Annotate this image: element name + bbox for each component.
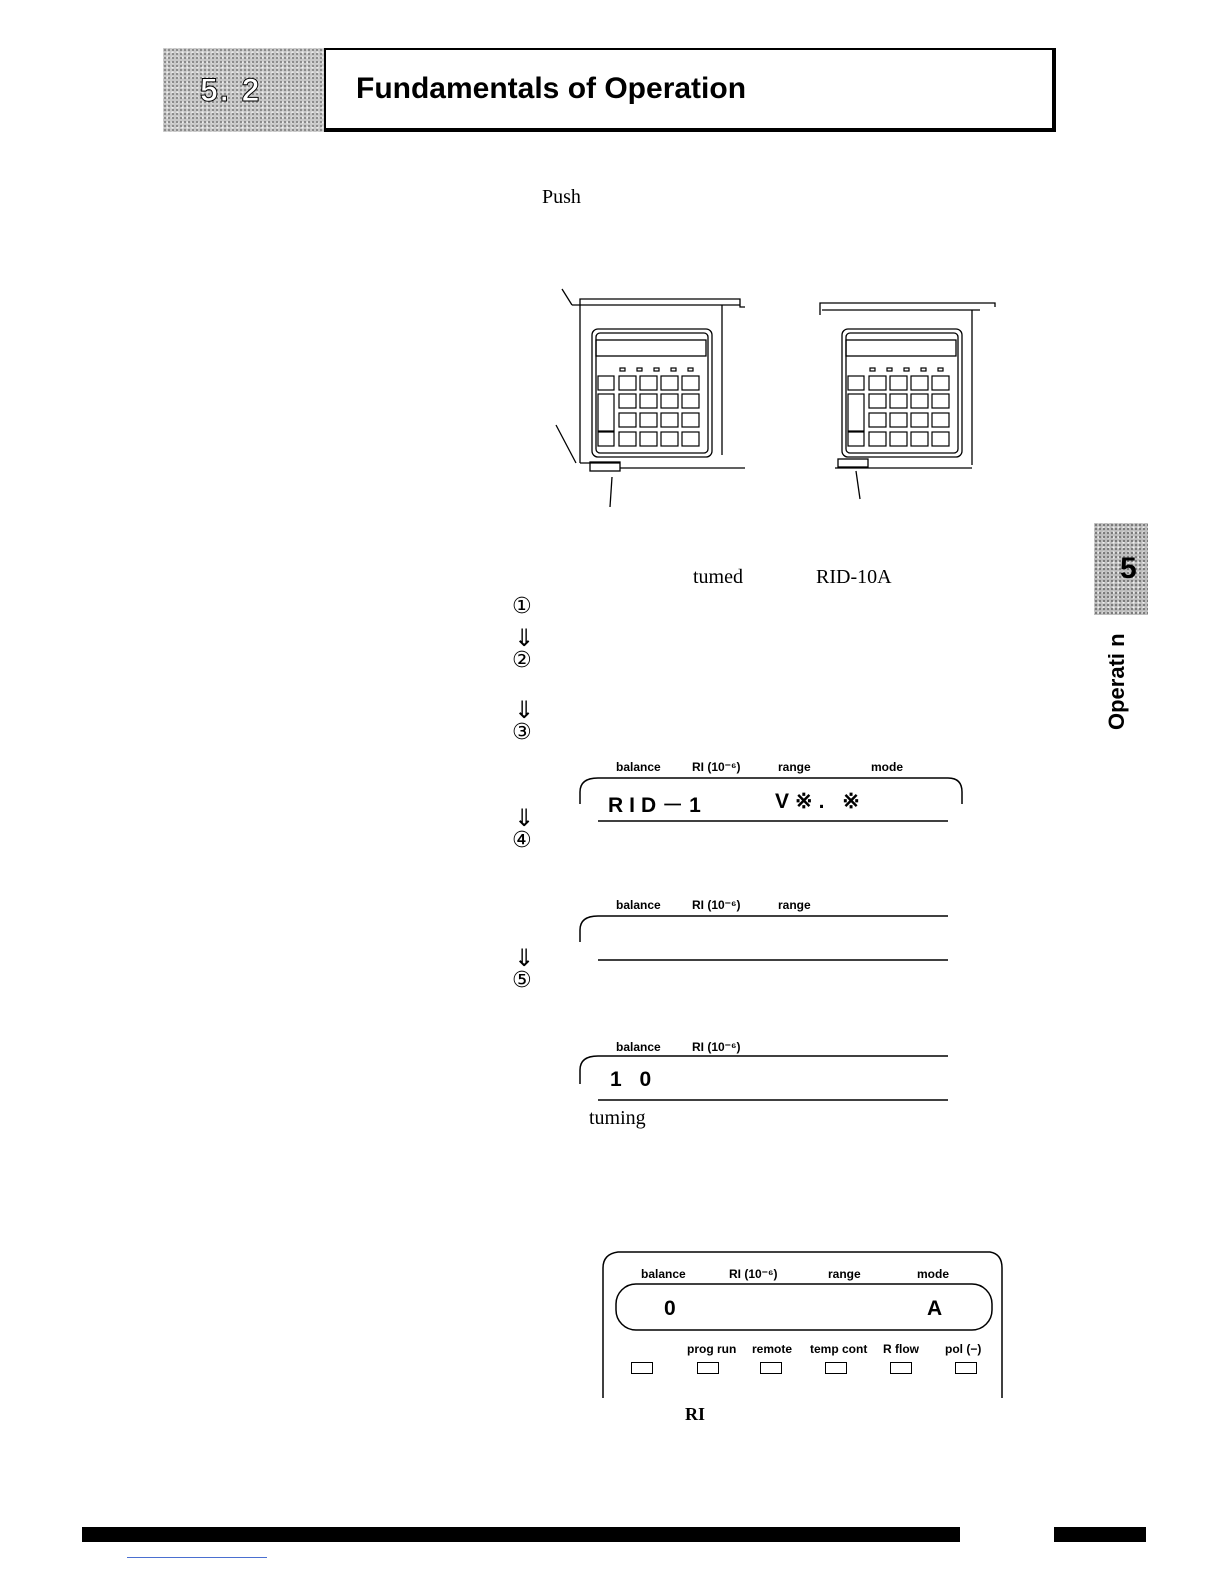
- step-3-marker: ③: [512, 720, 532, 745]
- panel-caption: RI: [685, 1404, 706, 1424]
- panel-label-ri: RI (10⁻⁶): [729, 1267, 778, 1281]
- indicator-label-remote: remote: [752, 1342, 793, 1356]
- instrument-illustrations: [540, 285, 1010, 515]
- power-note-model: RID-10A: [816, 566, 892, 588]
- step-4-marker: ④: [512, 828, 532, 853]
- indicator-label-temp-cont: temp cont: [810, 1342, 868, 1356]
- indicator-led-pol: [955, 1362, 977, 1374]
- display2-label-balance: balance: [616, 898, 661, 912]
- indicator-label-r-flow: R flow: [883, 1342, 919, 1356]
- display1-text-right: V※. ※: [775, 790, 866, 813]
- intro-push-text: Push: [542, 186, 581, 208]
- indicator-label-pol: pol (−): [945, 1342, 982, 1356]
- panel-value-left: 0: [664, 1297, 682, 1320]
- step-2-marker: ②: [512, 648, 532, 673]
- display3-label-ri: RI (10⁻⁶): [692, 1040, 741, 1054]
- section-title: Fundamentals of Operation: [356, 72, 747, 105]
- step-arrow: ⇓: [514, 696, 535, 724]
- step-arrow: ⇓: [514, 804, 535, 832]
- indicator-label-prog-run: prog run: [687, 1342, 737, 1356]
- step-5-marker: ⑤: [512, 968, 532, 993]
- indicator-led-temp-cont: [825, 1362, 847, 1374]
- display1-label-range: range: [778, 760, 811, 774]
- display1-text: RID－1: [608, 794, 707, 817]
- panel-value-right: A: [927, 1297, 949, 1320]
- panel-label-balance: balance: [641, 1267, 686, 1281]
- display2-label-range: range: [778, 898, 811, 912]
- chapter-number: 5: [1120, 552, 1137, 585]
- step-arrow: ⇓: [514, 624, 535, 652]
- display1-label-balance: balance: [616, 760, 661, 774]
- footer-page-block: [1054, 1527, 1146, 1542]
- indicator-led-prog-run: [697, 1362, 719, 1374]
- footer-bar: [82, 1527, 960, 1542]
- indicator-led-r-flow: [890, 1362, 912, 1374]
- indicator-led-remote: [760, 1362, 782, 1374]
- footer-underline: [127, 1557, 267, 1558]
- power-note-turned: tumed: [693, 566, 743, 588]
- step-1-marker: ①: [512, 594, 532, 619]
- chapter-label: Operati n: [1104, 633, 1129, 730]
- turning-note: tuming: [589, 1107, 646, 1129]
- display3-label-balance: balance: [616, 1040, 661, 1054]
- display3-text: 1 0: [610, 1068, 658, 1091]
- display2-frame: [578, 914, 968, 964]
- panel-label-mode: mode: [917, 1267, 950, 1281]
- display2-label-ri: RI (10⁻⁶): [692, 898, 741, 912]
- display1-label-mode: mode: [871, 760, 904, 774]
- indicator-led: [631, 1362, 653, 1374]
- step-arrow: ⇓: [514, 944, 535, 972]
- section-number: 5. 2: [200, 72, 262, 108]
- panel-label-range: range: [828, 1267, 861, 1281]
- display1-label-ri: RI (10⁻⁶): [692, 760, 741, 774]
